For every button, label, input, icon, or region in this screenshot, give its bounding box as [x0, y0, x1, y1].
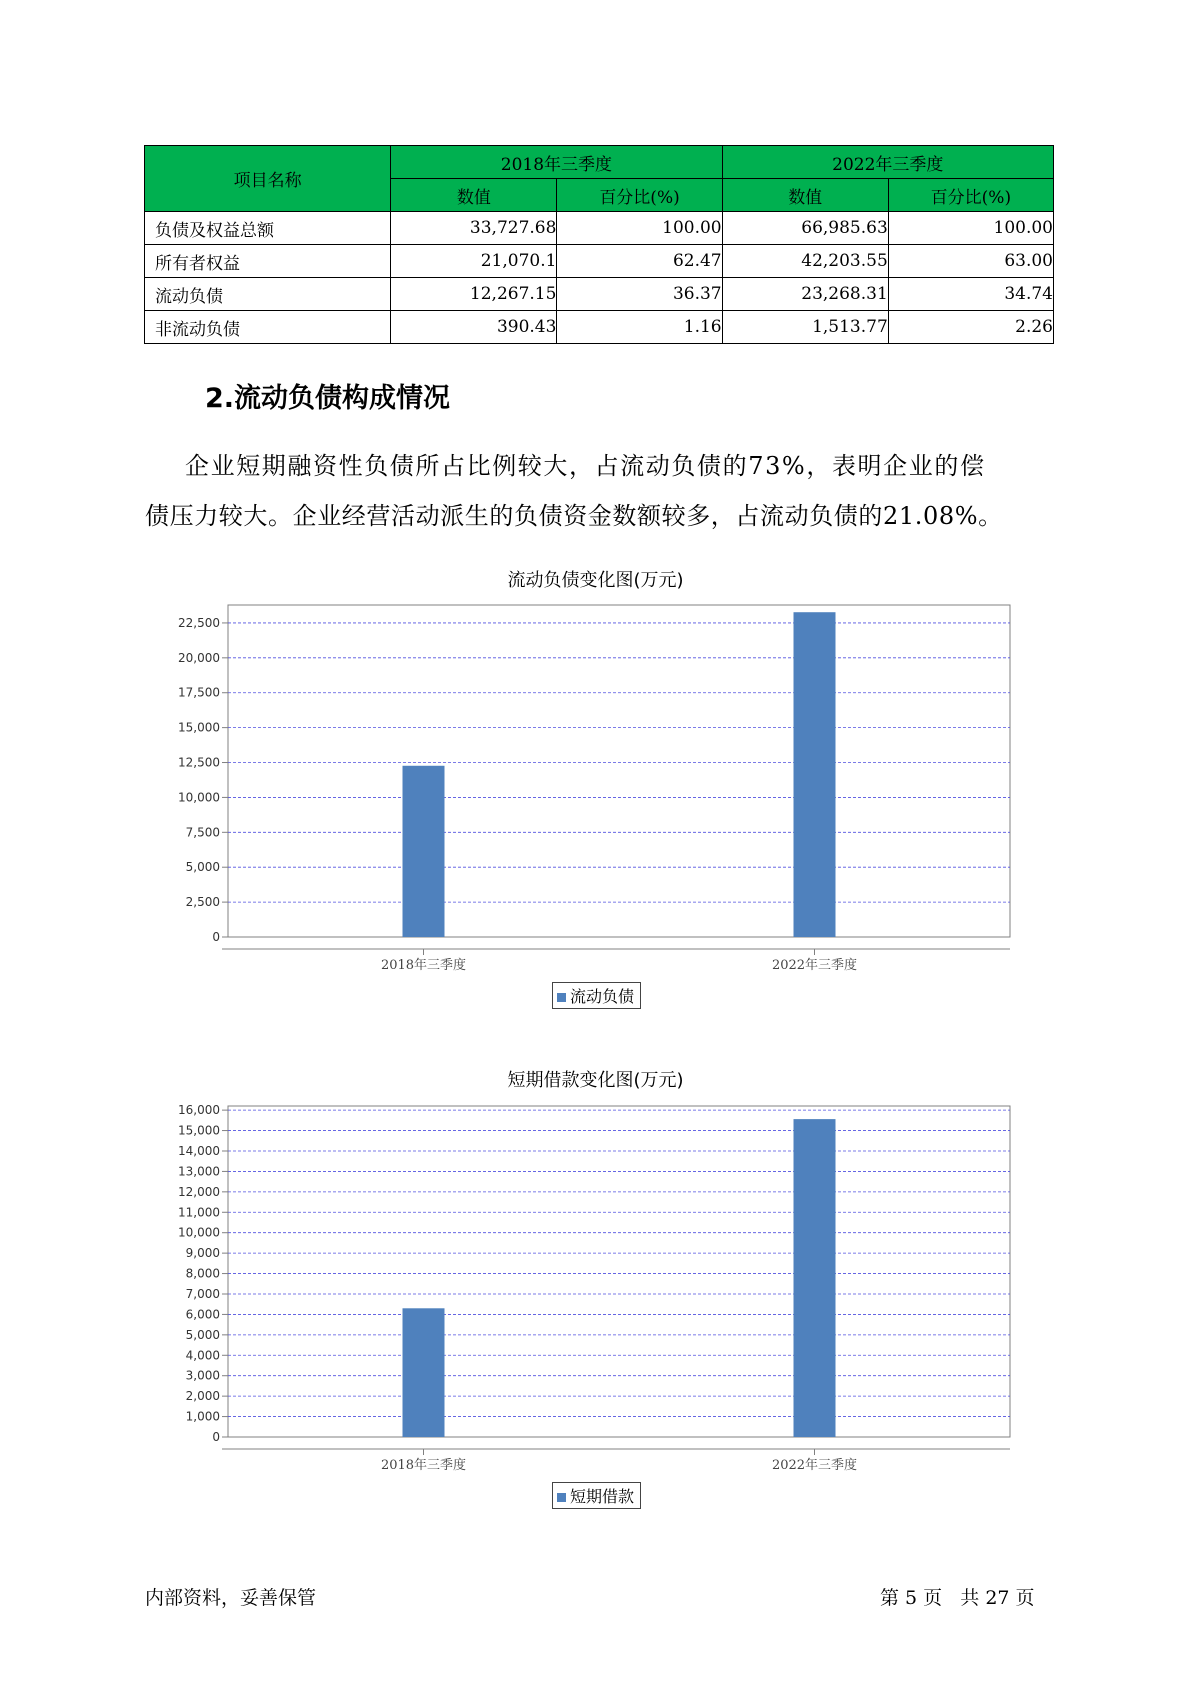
header-value: 数值: [722, 179, 888, 212]
y-tick-label: 5,000: [185, 860, 220, 875]
y-tick-label: 7,500: [185, 825, 220, 840]
row-value-2022: 23,268.31: [722, 278, 888, 311]
y-tick-label: 10,000: [178, 790, 220, 805]
paragraph-line-1: 企业短期融资性负债所占比例较大，占流动负债的73%，表明企业的偿: [185, 452, 986, 480]
plot-area: [228, 1106, 1010, 1437]
plot-area: [228, 605, 1010, 937]
row-percent-2022: 34.74: [888, 278, 1053, 311]
y-tick-label: 1,000: [185, 1409, 220, 1424]
row-value-2022: 42,203.55: [722, 245, 888, 278]
y-tick-label: 8,000: [185, 1266, 220, 1281]
chart-title: 流动负债变化图(万元): [507, 570, 684, 591]
y-tick-label: 0: [212, 930, 220, 944]
header-value: 数值: [391, 179, 557, 212]
bar: [794, 1119, 836, 1437]
table-row: [145, 311, 1054, 344]
y-tick-label: 2,500: [185, 895, 220, 910]
y-tick-label: 20,000: [178, 650, 220, 665]
table-row: [145, 245, 1054, 278]
chart-legend: [552, 1482, 641, 1509]
y-tick-label: 14,000: [178, 1143, 220, 1158]
row-value-2018: 21,070.1: [391, 245, 557, 278]
row-percent-2018: 1.16: [557, 311, 722, 344]
legend-swatch: [557, 993, 566, 1002]
chart-title: 短期借款变化图(万元): [507, 1070, 684, 1091]
bar: [403, 766, 445, 937]
y-tick-label: 2,000: [185, 1389, 220, 1404]
y-tick-label: 12,000: [178, 1184, 220, 1199]
legend-label: 短期借款: [570, 1487, 635, 1506]
table-row: [145, 212, 1054, 245]
header-percent: 百分比(%): [888, 179, 1053, 212]
bar: [403, 1308, 445, 1437]
y-tick-label: 15,000: [178, 720, 220, 735]
header-percent: 百分比(%): [557, 179, 722, 212]
bar: [794, 612, 836, 937]
x-tick-label: 2018年三季度: [380, 958, 467, 973]
y-tick-label: 0: [212, 1430, 220, 1444]
row-percent-2022: 100.00: [888, 212, 1053, 245]
row-percent-2022: 63.00: [888, 245, 1053, 278]
y-tick-label: 11,000: [178, 1205, 220, 1220]
y-tick-label: 3,000: [185, 1368, 220, 1383]
row-percent-2018: 62.47: [557, 245, 722, 278]
section-title: 2.流动负债构成情况: [205, 383, 451, 414]
y-tick-label: 12,500: [178, 755, 220, 770]
legend-swatch: [557, 1493, 566, 1502]
row-value-2022: 1,513.77: [722, 311, 888, 344]
header-item-name: 项目名称: [145, 146, 391, 212]
row-percent-2018: 100.00: [557, 212, 722, 245]
y-tick-label: 17,500: [178, 685, 220, 700]
x-tick-label: 2022年三季度: [771, 958, 858, 973]
row-value-2018: 390.43: [391, 311, 557, 344]
short-term-loans-chart: [0, 1100, 1191, 1500]
header-period-2022: 2022年三季度: [722, 146, 1053, 179]
row-percent-2018: 36.37: [557, 278, 722, 311]
chart-legend: [552, 982, 641, 1009]
row-percent-2022: 2.26: [888, 311, 1053, 344]
y-tick-label: 9,000: [185, 1246, 220, 1261]
y-tick-label: 6,000: [185, 1307, 220, 1322]
y-tick-label: 22,500: [178, 615, 220, 630]
y-tick-label: 10,000: [178, 1225, 220, 1240]
paragraph-line-2: 债压力较大。企业经营活动派生的负债资金数额较多，占流动负债的21.08%。: [145, 502, 1003, 530]
row-name: 流动负债: [145, 278, 391, 311]
legend-label: 流动负债: [570, 987, 635, 1006]
y-tick-label: 4,000: [185, 1348, 220, 1363]
balance-table: [144, 145, 1054, 344]
y-tick-label: 16,000: [178, 1103, 220, 1118]
row-value-2022: 66,985.63: [722, 212, 888, 245]
current-liabilities-chart: [0, 600, 1191, 1020]
row-name: 非流动负债: [145, 311, 391, 344]
x-tick-label: 2022年三季度: [771, 1458, 858, 1473]
table-row: [145, 278, 1054, 311]
y-tick-label: 13,000: [178, 1164, 220, 1179]
y-tick-label: 15,000: [178, 1123, 220, 1138]
header-period-2018: 2018年三季度: [391, 146, 722, 179]
row-name: 所有者权益: [145, 245, 391, 278]
x-tick-label: 2018年三季度: [380, 1458, 467, 1473]
row-name: 负债及权益总额: [145, 212, 391, 245]
footer-confidential-note: 内部资料，妥善保管: [145, 1587, 317, 1609]
footer-page-number: 第 5 页 共 27 页: [880, 1587, 1035, 1609]
row-value-2018: 12,267.15: [391, 278, 557, 311]
y-tick-label: 5,000: [185, 1327, 220, 1342]
y-tick-label: 7,000: [185, 1286, 220, 1301]
row-value-2018: 33,727.68: [391, 212, 557, 245]
